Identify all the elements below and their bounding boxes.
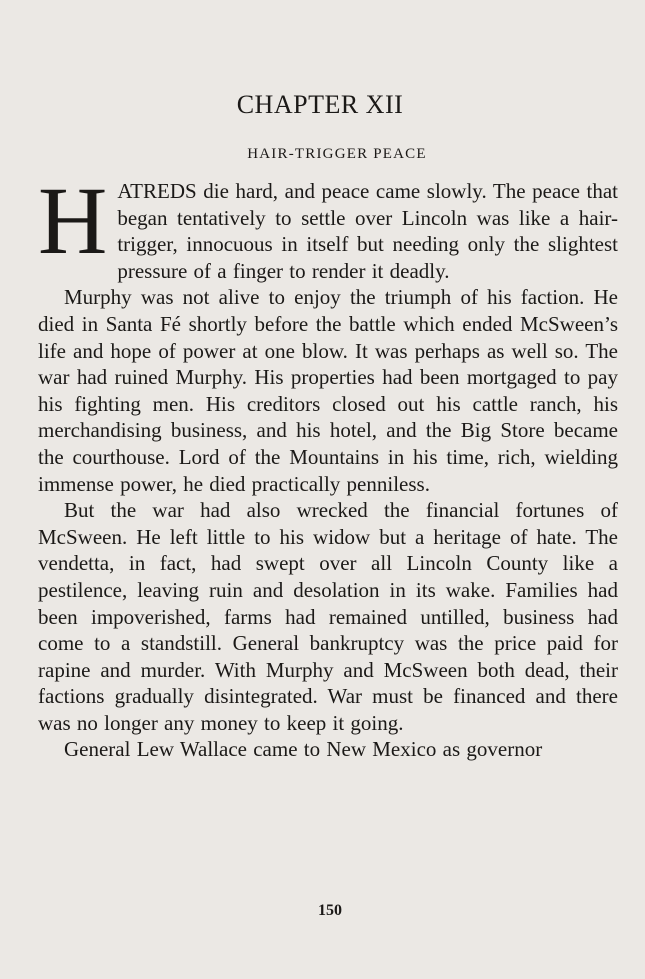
chapter-subtitle: HAIR-TRIGGER PEACE xyxy=(247,146,427,162)
paragraph-1-text: ATREDS die hard, and peace came slowly. The peace that began tentatively to settle over Lincoln was like a hair-trigger, innocuous in itself but needing only the slightest pressure of a finger to render it deadly. xyxy=(117,179,618,283)
paragraph-2: Murphy was not alive to enjoy the triumph of his faction. He died in Santa Fé shortly before the battle which ended McSween’s life and hope of power at one blow. It was perhaps as well so. The war had ruined Murphy. His properties had been mortgaged to pay his fighting men. His creditors closed out his cattle ranch, his merchandising business, and his hotel, and the Big Store became the courthouse. Lord of the Mountains in his time, rich, wielding immense power, he died practically penniless. xyxy=(38,285,618,496)
drop-cap: H xyxy=(38,167,108,274)
paragraph-3: But the war had also wrecked the financial fortunes of McSween. He left little to his widow but a heritage of hate. The vendetta, in fact, had swept over all Lincoln County like a pestilence, leaving ruin and desolation in its wake. Families had been impoverished, farms had remained untilled, business had come to a standstill. General bankruptcy was the price paid for rapine and murder. With Murphy and McSween both dead, their factions gradually disintegrated. War must be financed and there was no longer any money to keep it going. xyxy=(38,498,618,735)
paragraph-4: General Lew Wallace came to New Mexico as governor xyxy=(64,737,543,762)
page-number: 150 xyxy=(318,902,342,919)
chapter-title: CHAPTER XII xyxy=(236,90,404,119)
paragraph-1 xyxy=(38,167,618,284)
chapter-text xyxy=(38,167,618,763)
